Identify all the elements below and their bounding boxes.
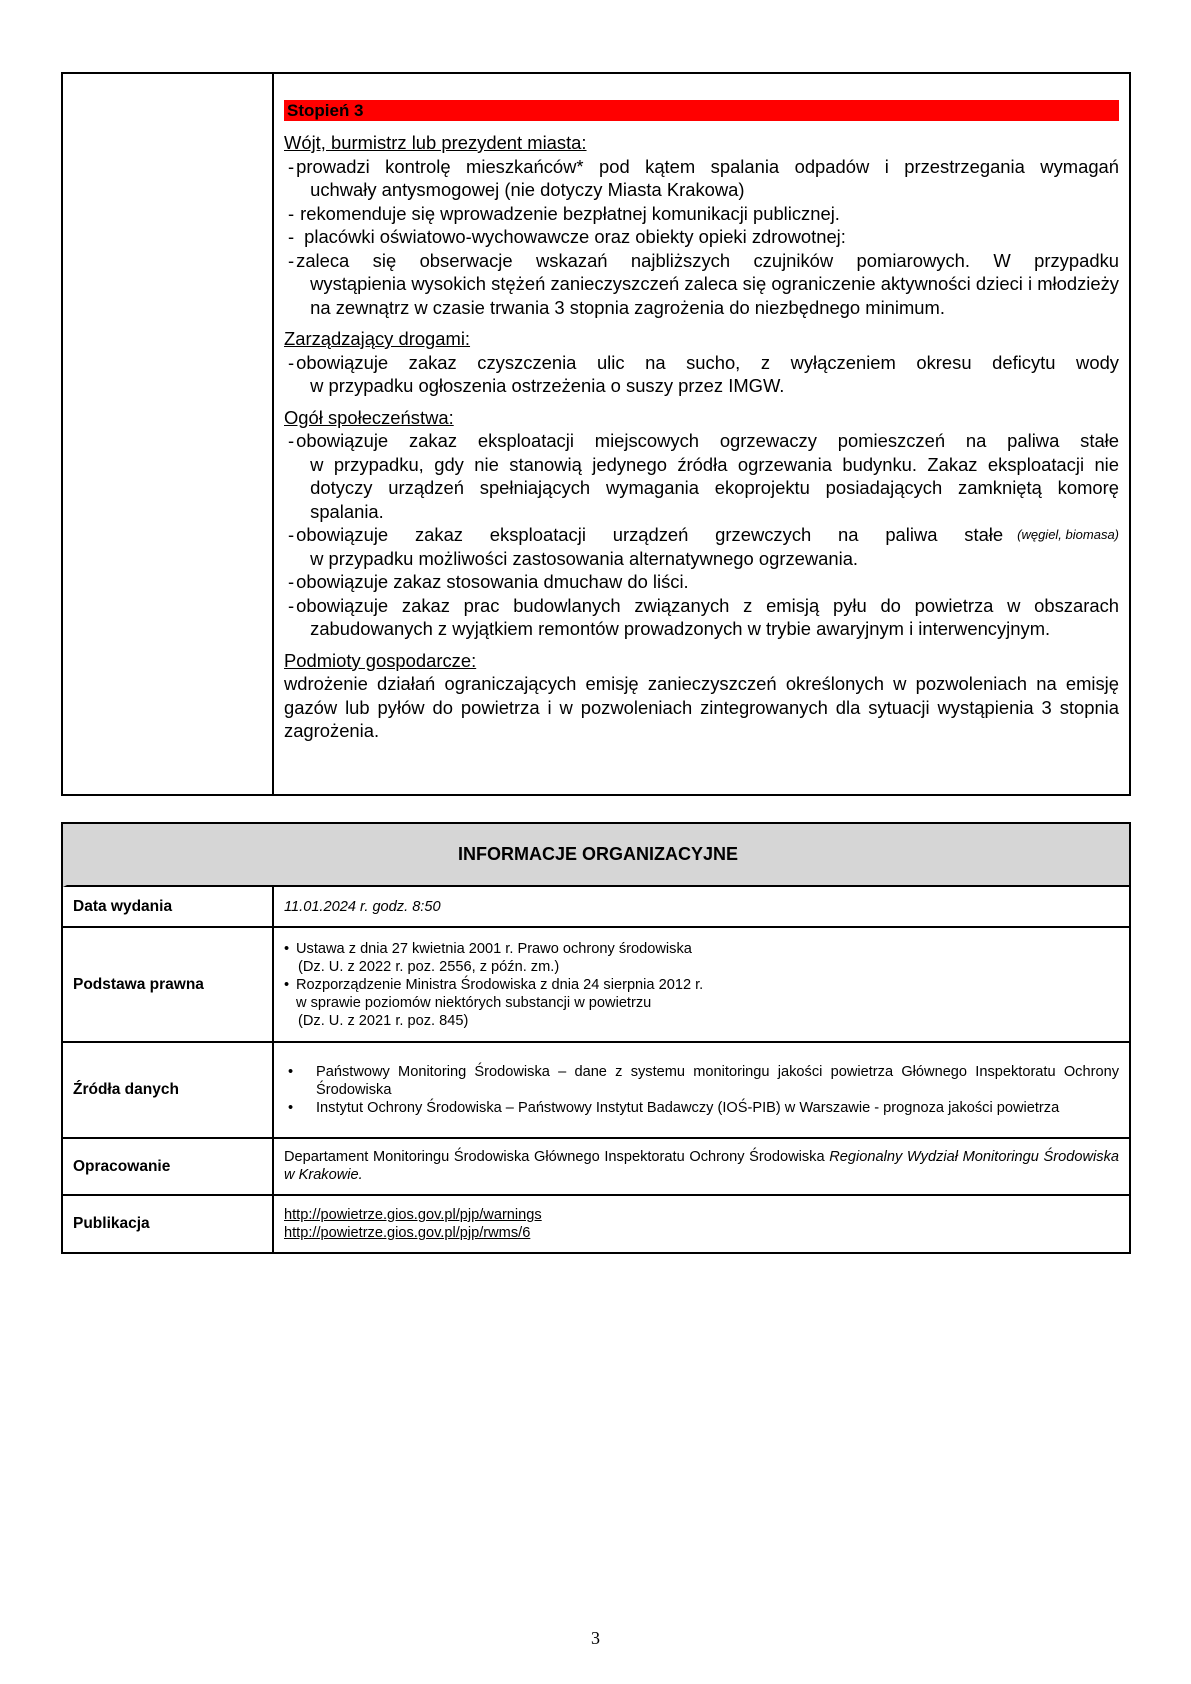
source-text: Państwowy Monitoring Środowiska – dane z systemu monitoringu jakości powietrza Głównego Inspektoratu Ochrony Środowiska	[316, 1064, 1119, 1098]
publication-link-warnings[interactable]: http://powietrze.gios.gov.pl/pjp/warnings	[284, 1207, 542, 1223]
list-item	[284, 1063, 1119, 1099]
legal-act-title: Rozporządzenie Ministra Środowiska z dnia 24 sierpnia 2012 r.	[296, 976, 704, 993]
item-text: obowiązuje zakaz prac budowlanych związanych z emisją pyłu do powietrza w obszarach	[296, 594, 1119, 616]
section-heading: Zarządzający drogami:	[284, 328, 471, 349]
stage-level-bar: Stopień 3	[284, 100, 1119, 121]
list-marker: -	[288, 594, 295, 616]
legal-act-subject: w sprawie poziomów niektórych substancji w powietrzu	[296, 994, 652, 1011]
row-label: Data wydania	[63, 887, 274, 926]
item-text: obowiązuje zakaz eksploatacji miejscowych ogrzewaczy pomieszczeń na paliwa stałe	[296, 430, 1119, 451]
list-item	[284, 202, 1119, 226]
item-text: zaleca się obserwacje wskazań najbliższych czujników pomiarowych. W przypadku	[296, 249, 1119, 271]
list-item	[284, 225, 1119, 249]
list-item	[284, 594, 1119, 641]
item-text-continued: zabudowanych z wyjątkiem remontów prowadzonych w trybie awaryjnym i interwencyjnym.	[310, 618, 1051, 639]
prepared-by-value	[274, 1139, 1129, 1194]
item-text: obowiązuje zakaz stosowania dmuchaw do liści.	[296, 571, 689, 592]
list-marker: -	[288, 249, 295, 271]
item-note: (węgiel, biomasa)	[1017, 527, 1119, 542]
prepared-by-unit: Regionalny Wydział Monitoringu Środowiska w Krakowie.	[284, 1149, 1119, 1183]
section-heading: Ogół społeczeństwa:	[284, 406, 454, 428]
legal-basis-value	[274, 928, 1129, 1041]
section-heading: Wójt, burmistrz lub prezydent miasta:	[284, 132, 587, 153]
page-number: 3	[591, 1628, 600, 1648]
list-marker: -	[288, 571, 295, 592]
row-label: Publikacja	[63, 1196, 274, 1252]
publication-value	[274, 1196, 1129, 1252]
list-item	[284, 940, 1119, 958]
org-info-title: INFORMACJE ORGANIZACYJNE	[63, 824, 1129, 887]
list-item	[284, 249, 1119, 320]
section-general-public	[284, 406, 1119, 641]
list-item	[284, 429, 1119, 523]
list-marker: -	[288, 155, 295, 177]
row-label: Opracowanie	[63, 1139, 274, 1194]
stage-table	[61, 72, 1131, 796]
legal-act-reference: (Dz. U. z 2021 r. poz. 845)	[298, 1012, 469, 1029]
list-marker: -	[288, 351, 295, 373]
item-text: obowiązuje zakaz czyszczenia ulic na sucho, z wyłączeniem okresu deficytu wody	[296, 351, 1119, 373]
item-text-continued: uchwały antysmogowej (nie dotyczy Miasta Krakowa)	[310, 179, 745, 200]
source-text: Instytut Ochrony Środowiska – Państwowy Instytut Badawczy (IOŚ-PIB) w Warszawie - prognoza jakości powietrza	[316, 1100, 1060, 1116]
item-text-continued: w przypadku możliwości zastosowania alternatywnego ogrzewania.	[310, 547, 859, 569]
list-marker: -	[288, 430, 295, 451]
section-mayor	[284, 131, 1119, 319]
table-row-publication	[63, 1196, 1129, 1252]
item-text: rekomenduje się wprowadzenie bezpłatnej komunikacji publicznej.	[300, 202, 840, 224]
bullet-icon: •	[284, 940, 290, 957]
section-text: wdrożenie działań ograniczających emisję zanieczyszczeń określonych w pozwoleniach na emisję gazów lub pyłów do powietrza i w pozwoleniach zintegrowanych dla sytuacji wystąpienia 3 stopnia zagrożenia.	[284, 673, 1119, 741]
row-label: Źródła danych	[63, 1043, 274, 1137]
legal-act-reference: (Dz. U. z 2022 r. poz. 2556, z późn. zm.)	[298, 958, 560, 975]
item-text: obowiązuje zakaz eksploatacji urządzeń grzewczych na paliwa stałe	[296, 524, 1004, 545]
item-text-continued: wystąpienia wysokich stężeń zanieczyszczeń zaleca się ograniczenie aktywności dzieci i młodzieży na zewnątrz w czasie trwania 3 stopnia zagrożenia do niezbędnego minimum.	[310, 273, 1119, 318]
section-heading: Podmioty gospodarcze:	[284, 649, 477, 671]
item-text-continued: w przypadku ogłoszenia ostrzeżenia o suszy przez IMGW.	[310, 375, 785, 396]
sources-value	[274, 1043, 1129, 1137]
issue-date-value: 11.01.2024 r. godz. 8:50	[284, 898, 441, 915]
bullet-icon: •	[288, 1064, 294, 1080]
list-item	[284, 1099, 1119, 1117]
item-text: placówki oświatowo-wychowawcze oraz obiekty opieki zdrowotnej:	[304, 226, 846, 247]
section-businesses	[284, 649, 1119, 743]
table-row-sources	[63, 1043, 1129, 1139]
table-row-issue-date	[63, 887, 1129, 928]
row-label: Podstawa prawna	[63, 928, 274, 1041]
list-marker: -	[288, 524, 295, 545]
list-item	[284, 523, 1119, 570]
org-info-table	[61, 822, 1131, 1254]
publication-link-rwms[interactable]: http://powietrze.gios.gov.pl/pjp/rwms/6	[284, 1225, 531, 1241]
item-text: prowadzi kontrolę mieszkańców* pod kątem spalania odpadów i przestrzegania wymagań	[296, 155, 1119, 177]
section-road-managers	[284, 327, 1119, 398]
prepared-by-department: Departament Monitoringu Środowiska Głównego Inspektoratu Ochrony Środowiska	[284, 1149, 830, 1165]
list-item	[284, 351, 1119, 398]
list-item	[284, 570, 1119, 594]
bullet-icon: •	[288, 1100, 294, 1116]
stage-table-content	[274, 74, 1129, 794]
table-row-prepared-by	[63, 1139, 1129, 1196]
table-row-legal-basis	[63, 928, 1129, 1043]
legal-act-title: Ustawa z dnia 27 kwietnia 2001 r. Prawo ochrony środowiska	[296, 940, 692, 957]
list-marker: -	[288, 202, 295, 224]
bullet-icon: •	[284, 976, 290, 993]
stage-table-left-cell	[63, 74, 274, 794]
item-text-continued: w przypadku, gdy nie stanowią jedynego źródła ogrzewania budynku. Zakaz eksploatacji nie dotyczy urządzeń spełniających wymagania ekoprojektu posiadających zamkniętą komorę spalania.	[310, 453, 1119, 522]
list-item	[284, 976, 1119, 994]
list-item	[284, 155, 1119, 202]
list-marker: -	[288, 226, 295, 247]
